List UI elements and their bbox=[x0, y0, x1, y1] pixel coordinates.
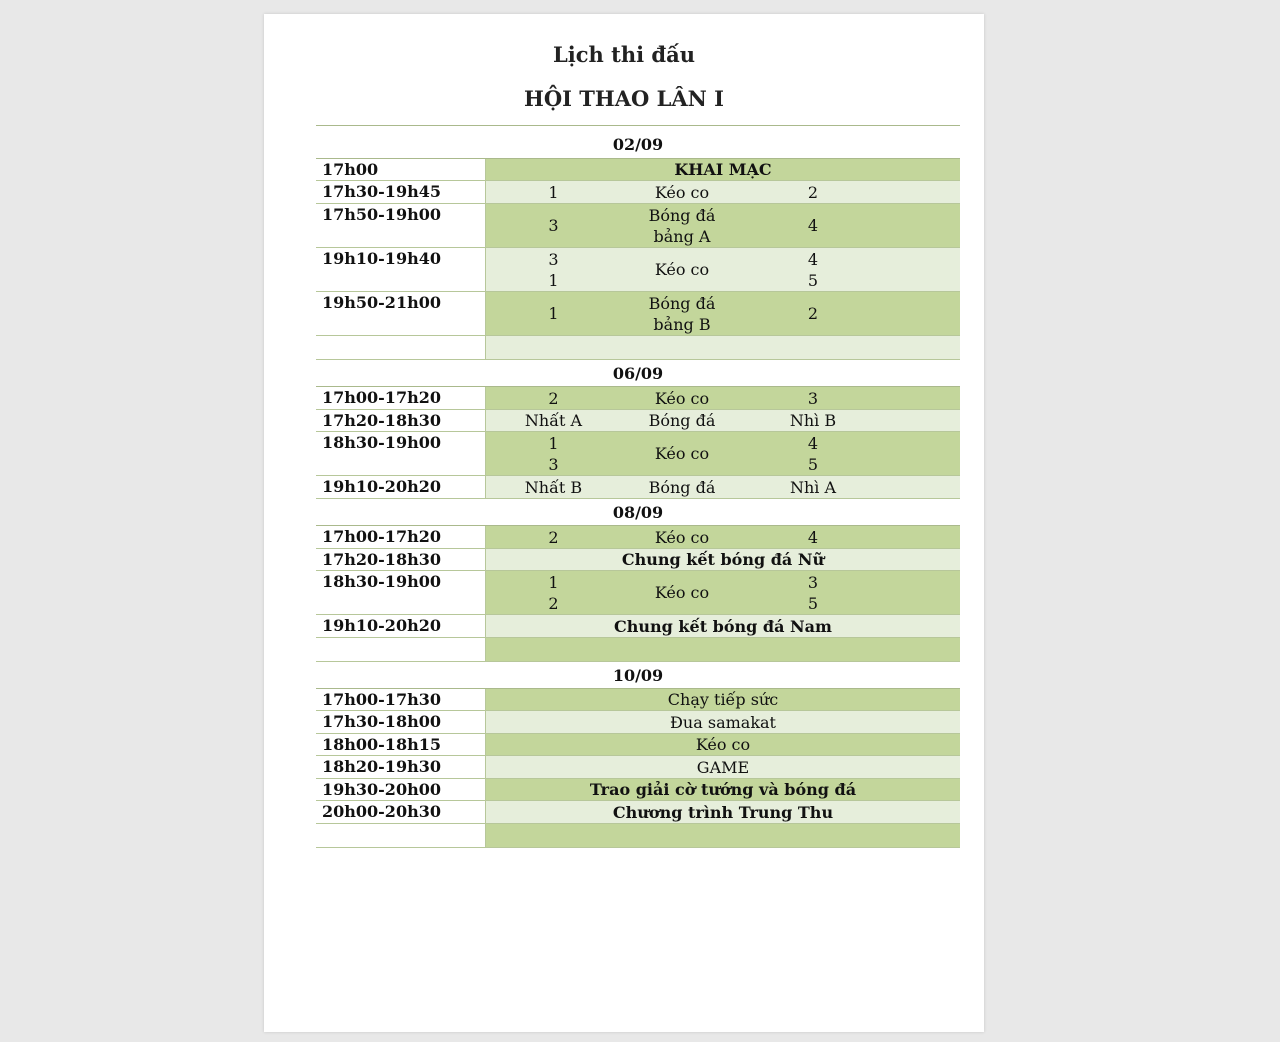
match-cell bbox=[486, 336, 960, 359]
time-slot: 17h00 bbox=[316, 159, 486, 180]
title-divider bbox=[316, 125, 960, 126]
time-slot: 19h10-20h20 bbox=[316, 476, 486, 498]
schedule-row bbox=[316, 756, 960, 779]
team-right-line: 5 bbox=[807, 593, 819, 613]
match-cell bbox=[486, 549, 960, 570]
event-name bbox=[617, 582, 747, 603]
time-slot: 17h00-17h20 bbox=[316, 387, 486, 409]
team-right bbox=[763, 388, 863, 409]
day-date: 02/09 bbox=[316, 130, 960, 159]
team-right-line: 4 bbox=[807, 527, 819, 547]
schedule-row bbox=[316, 159, 960, 181]
schedule-row bbox=[316, 711, 960, 734]
event-name-line: Bóng đá bbox=[648, 411, 716, 430]
event-name-line: Bóng đá bbox=[648, 205, 716, 225]
document-page bbox=[264, 14, 984, 1032]
event-name-line: Kéo co bbox=[654, 444, 710, 463]
team-right bbox=[763, 182, 863, 203]
schedule-table bbox=[316, 130, 960, 848]
team-left-line: Nhất A bbox=[524, 411, 583, 430]
match-cell bbox=[486, 248, 960, 291]
day-date: 10/09 bbox=[316, 662, 960, 689]
schedule-row bbox=[316, 689, 960, 711]
team-left bbox=[506, 433, 601, 475]
team-right-line: Nhì A bbox=[789, 477, 837, 497]
match-cell bbox=[486, 689, 960, 710]
match-cell bbox=[486, 711, 960, 733]
time-slot: 18h30-19h00 bbox=[316, 571, 486, 614]
event-name: Chương trình Trung Thu bbox=[612, 802, 834, 822]
schedule-row bbox=[316, 638, 960, 662]
match-cell bbox=[486, 387, 960, 409]
schedule-row bbox=[316, 476, 960, 499]
event-name-line: Kéo co bbox=[654, 388, 710, 408]
event-name-line: bảng A bbox=[653, 226, 711, 246]
event-name bbox=[617, 388, 747, 409]
schedule-row bbox=[316, 248, 960, 292]
team-right-line: 5 bbox=[807, 270, 819, 290]
match-cell bbox=[486, 801, 960, 823]
event-name bbox=[617, 527, 747, 548]
match-cell bbox=[486, 410, 960, 431]
team-right-line: 4 bbox=[807, 433, 819, 453]
time-slot: 17h50-19h00 bbox=[316, 204, 486, 247]
team-left-line: Nhất B bbox=[524, 477, 583, 497]
time-slot: 17h30-19h45 bbox=[316, 181, 486, 203]
match-cell bbox=[486, 824, 960, 847]
schedule-row bbox=[316, 432, 960, 476]
match-cell bbox=[486, 476, 960, 498]
schedule-row bbox=[316, 549, 960, 571]
time-slot: 17h20-18h30 bbox=[316, 410, 486, 431]
event-name: Kéo co bbox=[695, 735, 751, 754]
team-right-line: 4 bbox=[807, 216, 819, 235]
team-right-line: 3 bbox=[807, 388, 819, 408]
team-left bbox=[506, 572, 601, 614]
team-right-line: 2 bbox=[807, 304, 819, 323]
time-slot bbox=[316, 638, 486, 661]
match-cell bbox=[486, 756, 960, 778]
match-cell bbox=[486, 571, 960, 614]
time-slot: 18h20-19h30 bbox=[316, 756, 486, 778]
time-slot: 17h20-18h30 bbox=[316, 549, 486, 570]
team-right bbox=[763, 433, 863, 475]
schedule-row bbox=[316, 615, 960, 638]
team-left bbox=[506, 215, 601, 236]
event-name: Đua samakat bbox=[670, 712, 776, 732]
event-name-line: Kéo co bbox=[654, 527, 710, 547]
team-left bbox=[506, 182, 601, 203]
page-title: Lịch thi đấu bbox=[553, 42, 695, 67]
schedule-row bbox=[316, 181, 960, 204]
event-name: KHAI MẠC bbox=[674, 160, 772, 179]
team-right-line: 2 bbox=[807, 182, 819, 202]
schedule-row bbox=[316, 526, 960, 549]
time-slot bbox=[316, 336, 486, 359]
team-right bbox=[763, 527, 863, 548]
team-right bbox=[763, 410, 863, 431]
time-slot: 17h30-18h00 bbox=[316, 711, 486, 733]
team-right bbox=[763, 303, 863, 324]
schedule-row bbox=[316, 734, 960, 756]
team-left-line: 3 bbox=[548, 216, 559, 235]
team-left-line: 1 bbox=[548, 304, 559, 323]
team-left-line: 1 bbox=[548, 572, 559, 592]
team-left-line: 3 bbox=[548, 249, 559, 269]
event-name bbox=[617, 410, 747, 431]
event-name bbox=[617, 477, 747, 498]
match-cell bbox=[486, 181, 960, 203]
team-right-line: 5 bbox=[807, 454, 819, 474]
event-name bbox=[617, 205, 747, 247]
event-name bbox=[617, 259, 747, 280]
event-name: Chung kết bóng đá Nam bbox=[614, 616, 832, 636]
event-name-line: Kéo co bbox=[654, 182, 710, 202]
team-left-line: 3 bbox=[548, 454, 559, 474]
match-cell bbox=[486, 779, 960, 800]
time-slot: 19h10-20h20 bbox=[316, 615, 486, 637]
team-left-line: 2 bbox=[548, 593, 559, 613]
time-slot: 20h00-20h30 bbox=[316, 801, 486, 823]
event-name: Chạy tiếp sức bbox=[667, 690, 779, 709]
match-cell bbox=[486, 292, 960, 335]
time-slot: 17h00-17h30 bbox=[316, 689, 486, 710]
schedule-row bbox=[316, 410, 960, 432]
event-name: GAME bbox=[696, 757, 750, 777]
event-name bbox=[617, 293, 747, 335]
team-right-line: Nhì B bbox=[789, 411, 837, 430]
team-left bbox=[506, 527, 601, 548]
schedule-row bbox=[316, 204, 960, 248]
team-left-line: 2 bbox=[548, 527, 559, 547]
time-slot: 18h30-19h00 bbox=[316, 432, 486, 475]
team-left bbox=[506, 249, 601, 291]
team-right bbox=[763, 477, 863, 498]
event-name-line: Kéo co bbox=[654, 260, 710, 279]
schedule-row bbox=[316, 292, 960, 336]
match-cell bbox=[486, 734, 960, 755]
team-right-line: 4 bbox=[807, 249, 819, 269]
event-name-line: Bóng đá bbox=[648, 477, 716, 497]
event-name bbox=[617, 443, 747, 464]
event-name-line: Kéo co bbox=[654, 583, 710, 602]
team-left-line: 1 bbox=[548, 433, 559, 453]
time-slot: 19h10-19h40 bbox=[316, 248, 486, 291]
team-right-line: 3 bbox=[807, 572, 819, 592]
match-cell bbox=[486, 638, 960, 661]
page-subtitle: HỘI THAO LÂN I bbox=[523, 86, 725, 111]
match-cell bbox=[486, 159, 960, 180]
day-date: 06/09 bbox=[316, 360, 960, 387]
event-name: Chung kết bóng đá Nữ bbox=[621, 550, 825, 569]
schedule-row bbox=[316, 336, 960, 360]
event-name bbox=[617, 182, 747, 203]
team-left-line: 1 bbox=[548, 182, 559, 202]
match-cell bbox=[486, 204, 960, 247]
team-left-line: 2 bbox=[548, 388, 559, 408]
schedule-row bbox=[316, 824, 960, 848]
team-right bbox=[763, 249, 863, 291]
match-cell bbox=[486, 526, 960, 548]
schedule-row bbox=[316, 779, 960, 801]
team-right bbox=[763, 215, 863, 236]
schedule-row bbox=[316, 387, 960, 410]
time-slot: 19h30-20h00 bbox=[316, 779, 486, 800]
team-right bbox=[763, 572, 863, 614]
match-cell bbox=[486, 615, 960, 637]
event-name: Trao giải cờ tướng và bóng đá bbox=[589, 780, 857, 799]
time-slot: 18h00-18h15 bbox=[316, 734, 486, 755]
schedule-row bbox=[316, 571, 960, 615]
team-left bbox=[506, 303, 601, 324]
time-slot: 19h50-21h00 bbox=[316, 292, 486, 335]
schedule-row bbox=[316, 801, 960, 824]
event-name-line: Bóng đá bbox=[648, 293, 716, 313]
team-left bbox=[506, 410, 601, 431]
team-left bbox=[506, 477, 601, 498]
event-name-line: bảng B bbox=[653, 314, 711, 334]
time-slot bbox=[316, 824, 486, 847]
time-slot: 17h00-17h20 bbox=[316, 526, 486, 548]
team-left bbox=[506, 388, 601, 409]
day-date: 08/09 bbox=[316, 499, 960, 526]
team-left-line: 1 bbox=[548, 270, 559, 290]
match-cell bbox=[486, 432, 960, 475]
